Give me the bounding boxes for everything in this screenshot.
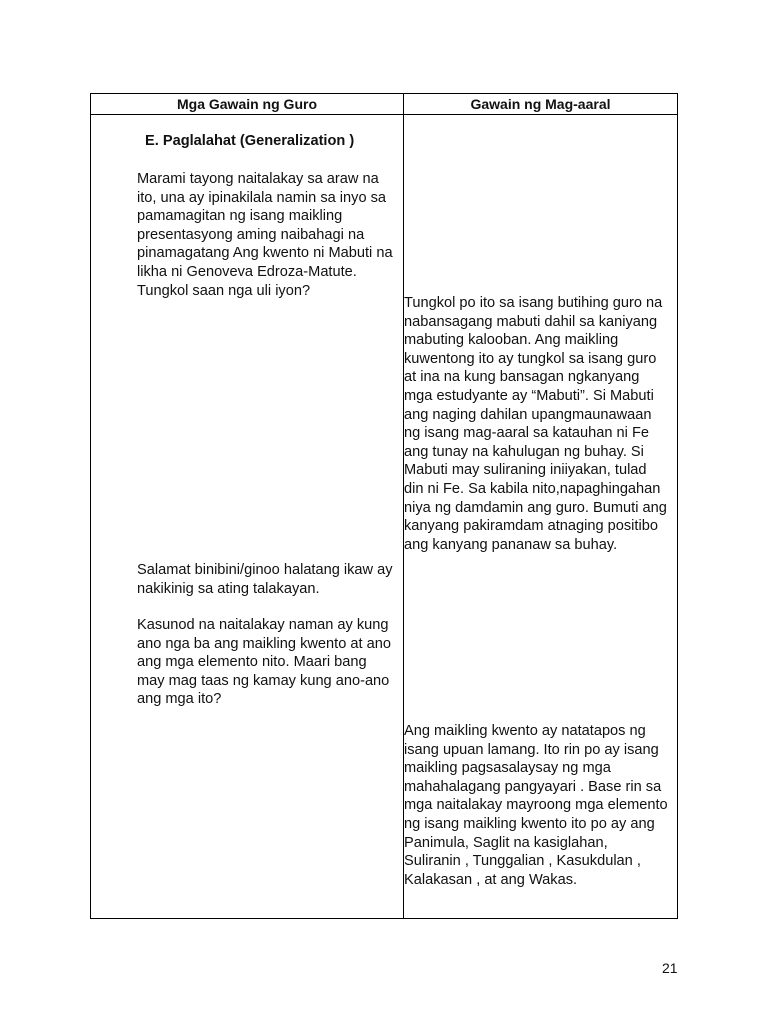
page-number: 21 bbox=[662, 960, 678, 976]
table-header-row bbox=[91, 94, 677, 115]
section-heading: E. Paglalahat (Generalization ) bbox=[145, 133, 355, 149]
lesson-table bbox=[90, 93, 678, 919]
student-answer-1: Tungkol po ito sa isang butihing guro na nabansagang mabuti dahil sa kaniyang mabuting kalooban. Ang maikling kuwentong ito ay tungkol sa isang guro at ina na kung bansagan ngkanyang mga estudyante ay “Mabuti”. Si Mabuti ang naging dahilan upangmaunawaan ng isang mag-aaral sa katauhan ni Fe ang tunay na kahulugan ng buhay. Si Mabuti may suliraning iniiyakan, tulad din ni Fe. Sa kabila nito,napaghingahan niya ng damdamin ang guro. Bumuti ang kanyang pakiramdam atnaging positibo ang kanyang pananaw sa buhay. bbox=[404, 295, 667, 553]
header-teacher-activities: Mga Gawain ng Guro bbox=[176, 96, 317, 112]
student-answer-2: Ang maikling kwento ay natatapos ng isang upuan lamang. Ito rin po ay isang maikling pagsasalaysay ng mga mahahalagang pangyayari . Base rin sa mga naitalakay mayroong mga elemento ng isang maikling kwento ito po ay ang Panimula, Saglit na kasiglahan, Suliranin , Tunggalian , Kasukdulan , Kalakasan , at ang Wakas. bbox=[404, 723, 668, 888]
teacher-paragraph-3: Kasunod na naitalakay naman ay kung ano nga ba ang maikling kwento at ano ang mga elemento nito. Maari bang may mag taas ng kamay kung ano-ano ang mga ito? bbox=[137, 617, 391, 708]
header-student-activities: Gawain ng Mag-aaral bbox=[470, 96, 611, 112]
teacher-paragraph-1: Marami tayong naitalakay sa araw na ito, una ay ipinakilala namin sa inyo sa pamamagitan ng isang maikling presentasyong aming naibahagi na pinamagatang Ang kwento ni Mabuti na likha ni Genoveva Edroza-Matute. Tungkol saan nga uli iyon? bbox=[137, 171, 393, 299]
teacher-paragraph-2: Salamat binibini/ginoo halatang ikaw ay nakikinig sa ating talakayan. bbox=[137, 562, 393, 597]
